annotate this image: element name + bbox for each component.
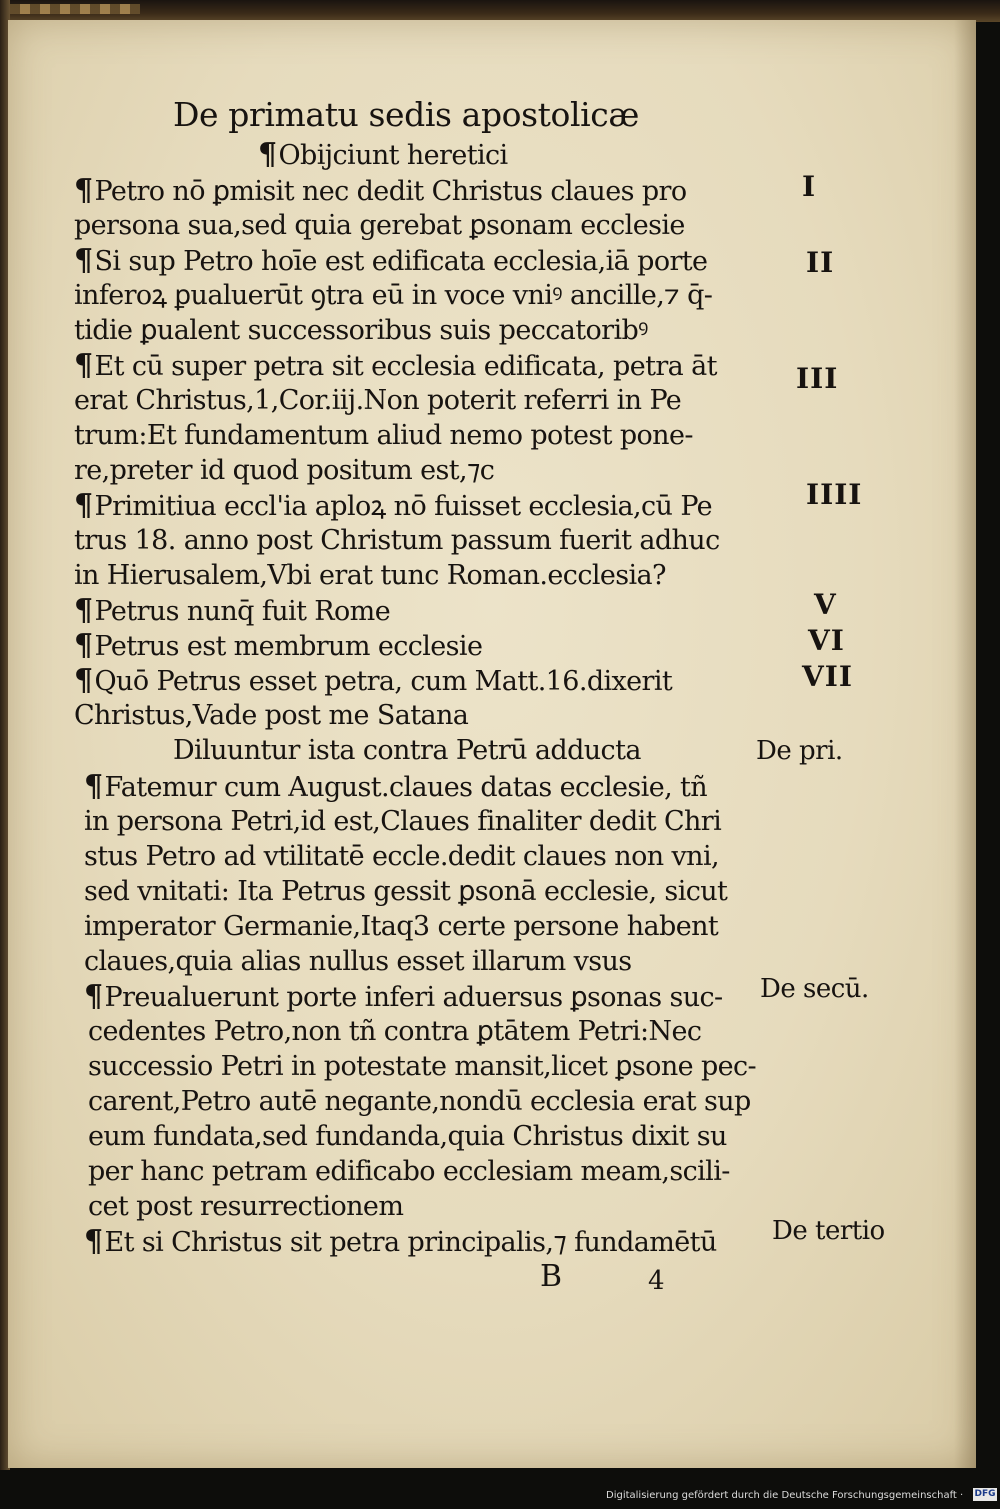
pilcrow-glyph: ¶ <box>84 769 103 804</box>
text-line-content: Petro nō ꝑmisit nec dedit Christus claues pro <box>94 176 687 207</box>
text-line: trum:Et fundamentum aliud nemo potest pone- <box>74 420 693 451</box>
text-line-content: Et si Christus sit petra principalis,⁊ fundamētū <box>104 1227 717 1258</box>
pilcrow-glyph: ¶ <box>74 243 93 278</box>
text-line-content: Petrus est membrum ecclesie <box>94 631 483 662</box>
text-line: imperator Germanie,Itaq3 certe persone habent <box>84 911 719 942</box>
text-line: claues,quia alias nullus esset illarum vsus <box>84 946 632 977</box>
margin-number: II <box>806 246 835 279</box>
margin-number: I <box>802 170 817 203</box>
margin-number: IIII <box>806 478 863 511</box>
section-heading <box>258 138 508 173</box>
text-line <box>74 489 712 524</box>
text-line: erat Christus,1,Cor.iij.Non poterit referri in Pe <box>74 385 682 416</box>
margin-number: VI <box>808 624 845 657</box>
text-line-content: Petrus nunq̄ fuit Rome <box>94 596 391 627</box>
page-title: De primatu sedis apostolicæ <box>173 95 640 134</box>
pilcrow-glyph: ¶ <box>258 137 277 172</box>
pilcrow-glyph: ¶ <box>74 593 93 628</box>
text-line: inferoꝝ ꝑualuerūt ꝯtra eū in voce vniꝰ ancille,⁊ q̄- <box>74 280 713 311</box>
pilcrow-glyph: ¶ <box>84 979 103 1014</box>
text-line <box>84 1225 717 1260</box>
book-edge-top <box>0 0 1000 22</box>
text-line <box>74 349 717 384</box>
text-line-content: Quō Petrus esset petra, cum Matt.16.dixerit <box>94 666 673 697</box>
text-line: in Hierusalem,Vbi erat tunc Roman.ecclesia? <box>74 560 666 591</box>
margin-number: VII <box>802 660 853 693</box>
margin-note: De tertio <box>772 1216 885 1246</box>
text-line: cedentes Petro,non tñ contra ꝑtātem Petri:Nec <box>88 1016 702 1047</box>
text-line: per hanc petram edificabo ecclesiam meam,scili- <box>88 1156 730 1187</box>
pilcrow-glyph: ¶ <box>74 488 93 523</box>
section-heading-text: Obijciunt heretici <box>278 140 508 171</box>
margin-number: V <box>814 588 837 621</box>
signature-number: 4 <box>648 1266 664 1296</box>
text-line: cet post resurrectionem <box>88 1191 404 1222</box>
pilcrow-glyph: ¶ <box>74 628 93 663</box>
text-line: eum fundata,sed fundanda,quia Christus dixit su <box>88 1121 727 1152</box>
text-line <box>74 629 482 664</box>
text-line: successio Petri in potestate mansit,licet ꝑsone pec- <box>88 1051 757 1082</box>
pilcrow-glyph: ¶ <box>74 173 93 208</box>
text-line: persona sua,sed quia gerebat ꝑsonam ecclesie <box>74 210 685 241</box>
text-line: stus Petro ad vtilitatē eccle.dedit claues non vni, <box>84 841 719 872</box>
text-line-content: Si sup Petro hoīe est edificata ecclesia,iā porte <box>94 246 708 277</box>
text-line-content: Fatemur cum August.claues datas ecclesie, tñ <box>104 772 708 803</box>
text-line: carent,Petro autē negante,nondū ecclesia erat sup <box>88 1086 751 1117</box>
text-line: Christus,Vade post me Satana <box>74 700 469 731</box>
text-line: sed vnitati: Ita Petrus gessit ꝑsonā ecclesie, sicut <box>84 876 728 907</box>
text-line <box>74 664 672 699</box>
margin-note: De pri. <box>756 736 843 766</box>
text-line: in persona Petri,id est,Claues finaliter dedit Chri <box>84 806 722 837</box>
pilcrow-glyph: ¶ <box>84 1224 103 1259</box>
margin-note: De secū. <box>760 974 869 1004</box>
text-line <box>74 594 390 629</box>
text-line-content: Et cū super petra sit ecclesia edificata, petra āt <box>94 351 717 382</box>
text-line-content: Primitiua eccl'ia aploꝝ nō fuisset ecclesia,cū Pe <box>94 491 713 522</box>
dfg-logo: DFG <box>974 1489 996 1499</box>
text-line-content: Preualuerunt porte inferi aduersus ꝑsonas suc- <box>104 982 723 1013</box>
page-fold-shadow <box>954 20 976 1468</box>
text-line <box>74 244 707 279</box>
digitization-credit: Digitalisierung gefördert durch die Deutsche Forschungsgemeinschaft · <box>606 1490 964 1501</box>
margin-number: III <box>796 362 839 395</box>
text-line: trus 18. anno post Christum passum fuerit adhuc <box>74 525 720 556</box>
pilcrow-glyph: ¶ <box>74 348 93 383</box>
book-page <box>8 20 976 1468</box>
text-line <box>84 770 707 805</box>
text-line <box>74 174 686 209</box>
text-line: re,preter id quod positum est,⁊c <box>74 455 495 486</box>
text-line: tidie ꝑualent successoribus suis peccatoribꝰ <box>74 315 648 346</box>
signature-mark: B <box>540 1259 562 1294</box>
section-heading: Diluuntur ista contra Petrū adducta <box>173 735 641 766</box>
pilcrow-glyph: ¶ <box>74 663 93 698</box>
text-line <box>84 980 723 1015</box>
gilded-spine-ornament <box>0 4 140 14</box>
